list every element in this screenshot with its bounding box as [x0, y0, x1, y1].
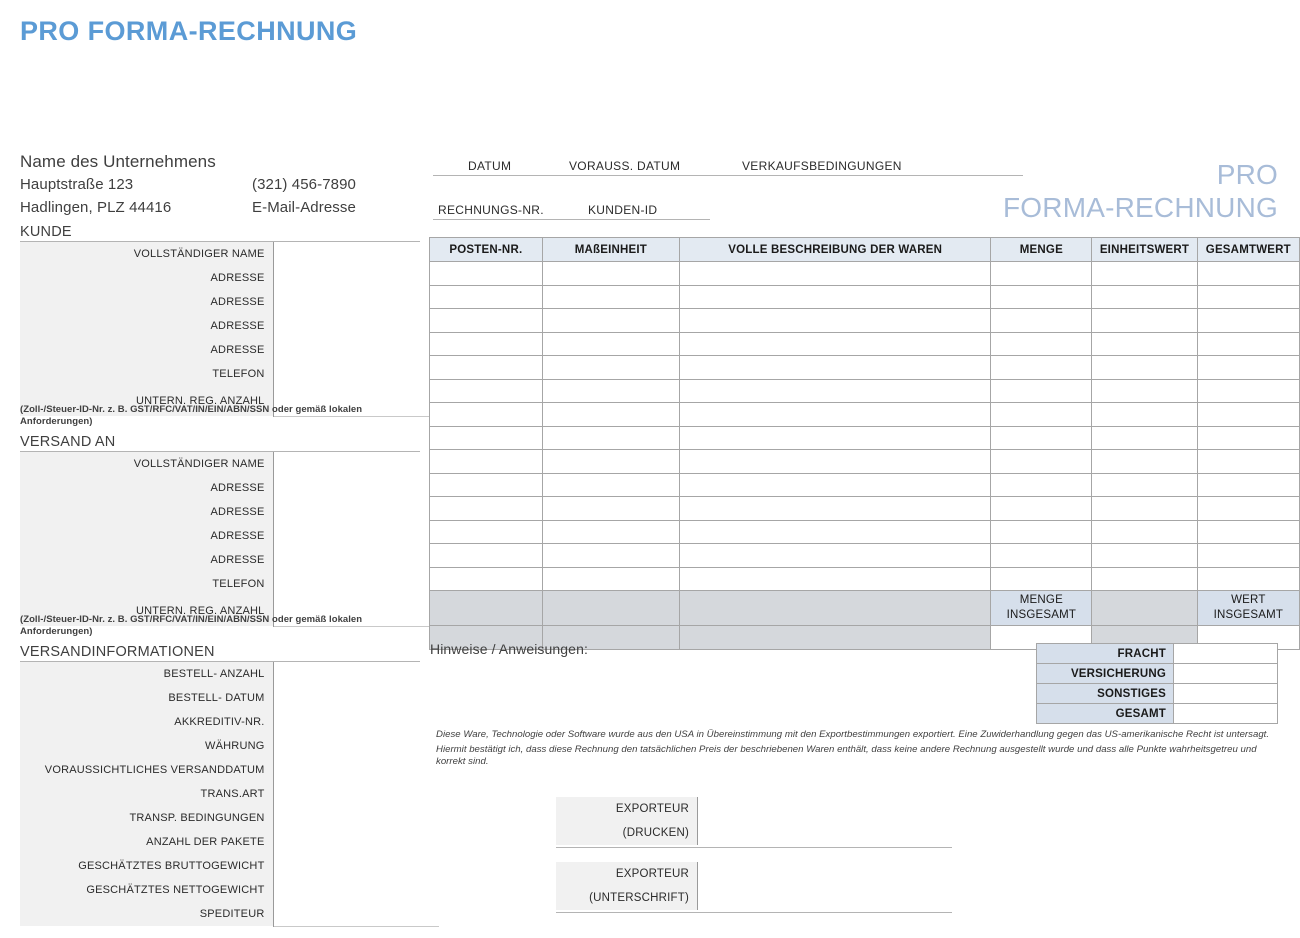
- item-cell[interactable]: [1197, 426, 1299, 450]
- shipping-info-fields-table: [20, 662, 439, 927]
- item-cell[interactable]: [1092, 497, 1197, 521]
- field-value[interactable]: [273, 266, 439, 290]
- item-cell[interactable]: [430, 309, 543, 333]
- item-cell[interactable]: [430, 285, 543, 309]
- table-row: [1037, 644, 1278, 664]
- table-row: [20, 662, 439, 686]
- table-row: [20, 902, 439, 926]
- company-street-phone-row: [20, 173, 420, 196]
- table-row: [430, 332, 1300, 356]
- field-value[interactable]: [273, 878, 439, 902]
- field-label: BESTELL- DATUM: [20, 686, 273, 710]
- field-value[interactable]: [273, 476, 439, 500]
- item-cell[interactable]: [1197, 520, 1299, 544]
- item-cell[interactable]: [542, 426, 679, 450]
- item-cell[interactable]: [1197, 379, 1299, 403]
- header-fields-rule-bottom: [433, 219, 710, 220]
- table-row: [430, 450, 1300, 474]
- item-cell[interactable]: [430, 450, 543, 474]
- field-label: UNTERN. REG. ANZAHL: [20, 596, 273, 626]
- item-cell[interactable]: [430, 379, 543, 403]
- table-row: [20, 338, 439, 362]
- item-cell[interactable]: [680, 567, 991, 591]
- header-fields-rule-top: [433, 175, 1023, 176]
- table-row: [430, 379, 1300, 403]
- table-row: [20, 830, 439, 854]
- field-value[interactable]: [273, 242, 439, 266]
- invoice-number-label: RECHNUNGS-NR.: [438, 203, 544, 217]
- field-label: VOLLSTÄNDIGER NAME: [20, 452, 273, 476]
- field-value[interactable]: [273, 452, 439, 476]
- charge-label-versicherung: VERSICHERUNG: [1037, 664, 1174, 684]
- field-label: GESCHÄTZTES BRUTTOGEWICHT: [20, 854, 273, 878]
- value-total-label: [1197, 591, 1299, 626]
- charge-value-sonstiges[interactable]: [1174, 684, 1278, 704]
- field-label: ADRESSE: [20, 524, 273, 548]
- item-cell[interactable]: [1092, 379, 1197, 403]
- field-label: ANZAHL DER PAKETE: [20, 830, 273, 854]
- field-value[interactable]: [273, 524, 439, 548]
- side-document-title: [858, 158, 1278, 224]
- item-cell[interactable]: [680, 285, 991, 309]
- field-label: VOLLSTÄNDIGER NAME: [20, 242, 273, 266]
- field-value[interactable]: [273, 782, 439, 806]
- table-row: [430, 285, 1300, 309]
- table-row: [1037, 704, 1278, 724]
- table-row: [430, 567, 1300, 591]
- field-value[interactable]: [273, 314, 439, 338]
- item-cell[interactable]: [991, 285, 1092, 309]
- table-row: [20, 452, 439, 476]
- field-label: TELEFON: [20, 362, 273, 386]
- item-cell[interactable]: [1092, 356, 1197, 380]
- item-cell[interactable]: [542, 309, 679, 333]
- column-header-posten-nr: POSTEN-NR.: [430, 238, 543, 262]
- exporter-print-label-line1: EXPORTEUR: [615, 803, 689, 815]
- items-table-body: [430, 262, 1300, 591]
- item-cell[interactable]: [680, 426, 991, 450]
- item-cell[interactable]: [680, 332, 991, 356]
- table-row: [20, 242, 439, 266]
- item-cell[interactable]: [430, 544, 543, 568]
- field-value[interactable]: [273, 830, 439, 854]
- item-cell[interactable]: [542, 403, 679, 427]
- item-cell[interactable]: [1092, 544, 1197, 568]
- item-cell[interactable]: [991, 426, 1092, 450]
- field-value[interactable]: [273, 734, 439, 758]
- charge-value-fracht[interactable]: [1174, 644, 1278, 664]
- company-phone: (321) 456-7890: [252, 176, 356, 193]
- item-cell[interactable]: [1197, 497, 1299, 521]
- item-cell[interactable]: [991, 520, 1092, 544]
- table-row: [20, 710, 439, 734]
- page-title: PRO FORMA-RECHNUNG: [20, 16, 358, 46]
- exporter-print-label: [556, 797, 698, 845]
- table-row: [430, 497, 1300, 521]
- item-cell[interactable]: [542, 356, 679, 380]
- table-row: [20, 266, 439, 290]
- table-row: [430, 403, 1300, 427]
- field-value[interactable]: [273, 662, 439, 686]
- item-cell[interactable]: [542, 285, 679, 309]
- notes-label: Hinweise / Anweisungen:: [430, 641, 588, 657]
- company-city-zip: Hadlingen, PLZ 44416: [20, 199, 172, 216]
- item-cell[interactable]: [430, 567, 543, 591]
- table-row: [20, 806, 439, 830]
- item-cell[interactable]: [991, 544, 1092, 568]
- customer-section-title: KUNDE: [20, 224, 72, 240]
- charge-label-sonstiges: SONSTIGES: [1037, 684, 1174, 704]
- item-cell[interactable]: [680, 309, 991, 333]
- field-label: GESCHÄTZTES NETTOGEWICHT: [20, 878, 273, 902]
- item-cell[interactable]: [991, 356, 1092, 380]
- quantity-total-label: [991, 591, 1092, 626]
- item-cell[interactable]: [430, 403, 543, 427]
- field-value[interactable]: [273, 548, 439, 572]
- item-cell[interactable]: [1092, 332, 1197, 356]
- table-row: [430, 473, 1300, 497]
- ship-to-section-title: VERSAND AN: [20, 434, 116, 450]
- value-total-label-line1: WERT: [1231, 594, 1266, 606]
- item-cell[interactable]: [991, 567, 1092, 591]
- item-cell[interactable]: [991, 309, 1092, 333]
- item-cell[interactable]: [542, 262, 679, 286]
- item-cell[interactable]: [1092, 262, 1197, 286]
- item-cell[interactable]: [680, 544, 991, 568]
- exporter-print-line[interactable]: [556, 847, 952, 848]
- table-row: [20, 524, 439, 548]
- item-cell[interactable]: [542, 567, 679, 591]
- item-cell[interactable]: [680, 450, 991, 474]
- field-label: ADRESSE: [20, 476, 273, 500]
- company-city-email-row: [20, 196, 420, 219]
- legal-paragraph-2: Hiermit bestätigt ich, dass diese Rechnung den tatsächlichen Preis der beschriebenen Waren enthält, dass keine andere Rechnung ausgestellt wurde und dass alle Punkte wahrheitsgetreu und korrekt sind.: [436, 743, 1257, 768]
- field-label: TELEFON: [20, 572, 273, 596]
- table-row: [430, 262, 1300, 286]
- table-row: [430, 426, 1300, 450]
- item-cell[interactable]: [991, 262, 1092, 286]
- item-cell[interactable]: [680, 403, 991, 427]
- table-row: [20, 314, 439, 338]
- item-cell[interactable]: [430, 262, 543, 286]
- totals-spacer-cell: [680, 626, 991, 650]
- expected-date-label: VORAUSS. DATUM: [569, 159, 681, 173]
- item-cell[interactable]: [542, 497, 679, 521]
- item-cell[interactable]: [1197, 567, 1299, 591]
- item-cell[interactable]: [680, 379, 991, 403]
- field-label: WÄHRUNG: [20, 734, 273, 758]
- field-label: SPEDITEUR: [20, 902, 273, 926]
- item-cell[interactable]: [542, 332, 679, 356]
- column-header-menge: MENGE: [991, 238, 1092, 262]
- ship-to-fields-table: [20, 452, 439, 627]
- item-cell[interactable]: [1092, 450, 1197, 474]
- item-cell[interactable]: [430, 426, 543, 450]
- exporter-signature-line[interactable]: [556, 912, 952, 913]
- date-label: DATUM: [468, 159, 512, 173]
- totals-spacer-cell: [680, 591, 991, 626]
- field-label: ADRESSE: [20, 266, 273, 290]
- item-cell[interactable]: [542, 450, 679, 474]
- table-row: [20, 878, 439, 902]
- item-cell[interactable]: [430, 332, 543, 356]
- quantity-total-label-line1: MENGE: [1019, 594, 1063, 606]
- item-cell[interactable]: [680, 497, 991, 521]
- field-value[interactable]: [273, 806, 439, 830]
- customer-id-label: KUNDEN-ID: [588, 203, 658, 217]
- customer-fineprint: (Zoll-/Steuer-ID-Nr. z. B. GST/RFC/VAT/IN/EIN/ABN/SSN oder gemäß lokalen Anforderungen): [20, 404, 363, 427]
- item-cell[interactable]: [1197, 332, 1299, 356]
- charge-value-versicherung[interactable]: [1174, 664, 1278, 684]
- legal-paragraph-1: Diese Ware, Technologie oder Software wurde aus den USA in Übereinstimmung mit den Exportbestimmungen exportiert. Eine Zuwiderhandlung gegen das US-amerikanische Recht ist untersagt.: [436, 729, 1270, 740]
- item-cell[interactable]: [680, 356, 991, 380]
- items-table: [429, 237, 1300, 650]
- field-label: ADRESSE: [20, 314, 273, 338]
- table-row: [20, 758, 439, 782]
- item-cell[interactable]: [1197, 403, 1299, 427]
- item-cell[interactable]: [542, 520, 679, 544]
- exporter-signature-label-line1: EXPORTEUR: [615, 868, 689, 880]
- item-cell[interactable]: [1092, 520, 1197, 544]
- item-cell[interactable]: [991, 473, 1092, 497]
- item-cell[interactable]: [991, 497, 1092, 521]
- field-label: UNTERN. REG. ANZAHL: [20, 386, 273, 416]
- charge-label-gesamt: GESAMT: [1037, 704, 1174, 724]
- item-cell[interactable]: [430, 356, 543, 380]
- table-row: [430, 309, 1300, 333]
- table-row: [430, 544, 1300, 568]
- item-cell[interactable]: [1092, 426, 1197, 450]
- table-row: [20, 476, 439, 500]
- column-header-masseinheit: MAßEINHEIT: [542, 238, 679, 262]
- totals-spacer-cell: [430, 591, 543, 626]
- column-header-gesamtwert: GESAMTWERT: [1197, 238, 1299, 262]
- exporter-signature-label-line2: (UNTERSCHRIFT): [589, 892, 689, 904]
- item-cell[interactable]: [1197, 473, 1299, 497]
- item-cell[interactable]: [542, 544, 679, 568]
- table-row: [1037, 664, 1278, 684]
- item-cell[interactable]: [430, 497, 543, 521]
- totals-spacer-cell: [542, 591, 679, 626]
- field-label: VORAUSSICHTLICHES VERSANDDATUM: [20, 758, 273, 782]
- charges-table: [1036, 643, 1278, 724]
- item-cell[interactable]: [1197, 262, 1299, 286]
- field-label: BESTELL- ANZAHL: [20, 662, 273, 686]
- field-label: ADRESSE: [20, 548, 273, 572]
- field-value[interactable]: [273, 902, 439, 926]
- table-row: [20, 854, 439, 878]
- company-info-block: [20, 150, 420, 219]
- shipping-info-section-title: VERSANDINFORMATIONEN: [20, 644, 215, 660]
- item-cell[interactable]: [1197, 450, 1299, 474]
- field-value[interactable]: [273, 500, 439, 524]
- exporter-signature-label: [556, 862, 698, 910]
- item-cell[interactable]: [1092, 403, 1197, 427]
- field-value[interactable]: [273, 854, 439, 878]
- field-value[interactable]: [273, 686, 439, 710]
- company-name: Name des Unternehmens: [20, 152, 216, 171]
- item-cell[interactable]: [1092, 567, 1197, 591]
- charge-label-fracht: FRACHT: [1037, 644, 1174, 664]
- table-row: [430, 520, 1300, 544]
- item-cell[interactable]: [1197, 285, 1299, 309]
- item-cell[interactable]: [1197, 356, 1299, 380]
- column-header-einheitswert: EINHEITSWERT: [1092, 238, 1197, 262]
- quantity-total-label-line2: INSGESAMT: [1006, 609, 1077, 621]
- field-label: TRANSP. BEDINGUNGEN: [20, 806, 273, 830]
- table-row: [20, 734, 439, 758]
- table-row: [430, 356, 1300, 380]
- customer-fields-table: [20, 242, 439, 417]
- item-cell[interactable]: [1092, 285, 1197, 309]
- table-row: [20, 290, 439, 314]
- field-value[interactable]: [273, 338, 439, 362]
- field-label: AKKREDITIV-NR.: [20, 710, 273, 734]
- table-row: [20, 548, 439, 572]
- item-cell[interactable]: [1092, 309, 1197, 333]
- item-cell[interactable]: [991, 450, 1092, 474]
- field-value[interactable]: [273, 758, 439, 782]
- field-value[interactable]: [273, 572, 439, 596]
- side-title-line-2: FORMA-RECHNUNG: [1002, 192, 1278, 223]
- item-cell[interactable]: [991, 403, 1092, 427]
- items-table-header-row: [430, 238, 1300, 262]
- table-row: [20, 362, 439, 386]
- field-value[interactable]: [273, 362, 439, 386]
- table-row: [1037, 684, 1278, 704]
- field-label: ADRESSE: [20, 500, 273, 524]
- sales-terms-label: VERKAUFSBEDINGUNGEN: [742, 159, 902, 173]
- item-cell[interactable]: [680, 262, 991, 286]
- item-cell[interactable]: [991, 379, 1092, 403]
- item-cell[interactable]: [430, 520, 543, 544]
- field-value[interactable]: [273, 710, 439, 734]
- field-value[interactable]: [273, 290, 439, 314]
- field-label: ADRESSE: [20, 290, 273, 314]
- item-cell[interactable]: [430, 473, 543, 497]
- table-row: [20, 686, 439, 710]
- totals-label-row: [430, 591, 1300, 626]
- field-label: ADRESSE: [20, 338, 273, 362]
- column-header-beschreibung: VOLLE BESCHREIBUNG DER WAREN: [680, 238, 991, 262]
- item-cell[interactable]: [680, 520, 991, 544]
- field-label: TRANS.ART: [20, 782, 273, 806]
- charge-value-gesamt[interactable]: [1174, 704, 1278, 724]
- value-total-label-line2: INSGESAMT: [1213, 609, 1284, 621]
- item-cell[interactable]: [542, 473, 679, 497]
- item-cell[interactable]: [1092, 473, 1197, 497]
- item-cell[interactable]: [542, 379, 679, 403]
- exporter-print-label-line2: (DRUCKEN): [622, 827, 689, 839]
- company-email: E-Mail-Adresse: [252, 199, 356, 216]
- item-cell[interactable]: [1197, 544, 1299, 568]
- table-row: [20, 500, 439, 524]
- ship-to-fineprint: (Zoll-/Steuer-ID-Nr. z. B. GST/RFC/VAT/IN/EIN/ABN/SSN oder gemäß lokalen Anforderungen): [20, 614, 363, 637]
- item-cell[interactable]: [680, 473, 991, 497]
- totals-spacer-cell: [1092, 591, 1197, 626]
- legal-disclaimer: [436, 729, 1281, 769]
- item-cell[interactable]: [1197, 309, 1299, 333]
- table-row: [20, 782, 439, 806]
- company-street: Hauptstraße 123: [20, 176, 134, 193]
- side-title-line-1: PRO: [1216, 159, 1278, 190]
- item-cell[interactable]: [991, 332, 1092, 356]
- table-row: [20, 572, 439, 596]
